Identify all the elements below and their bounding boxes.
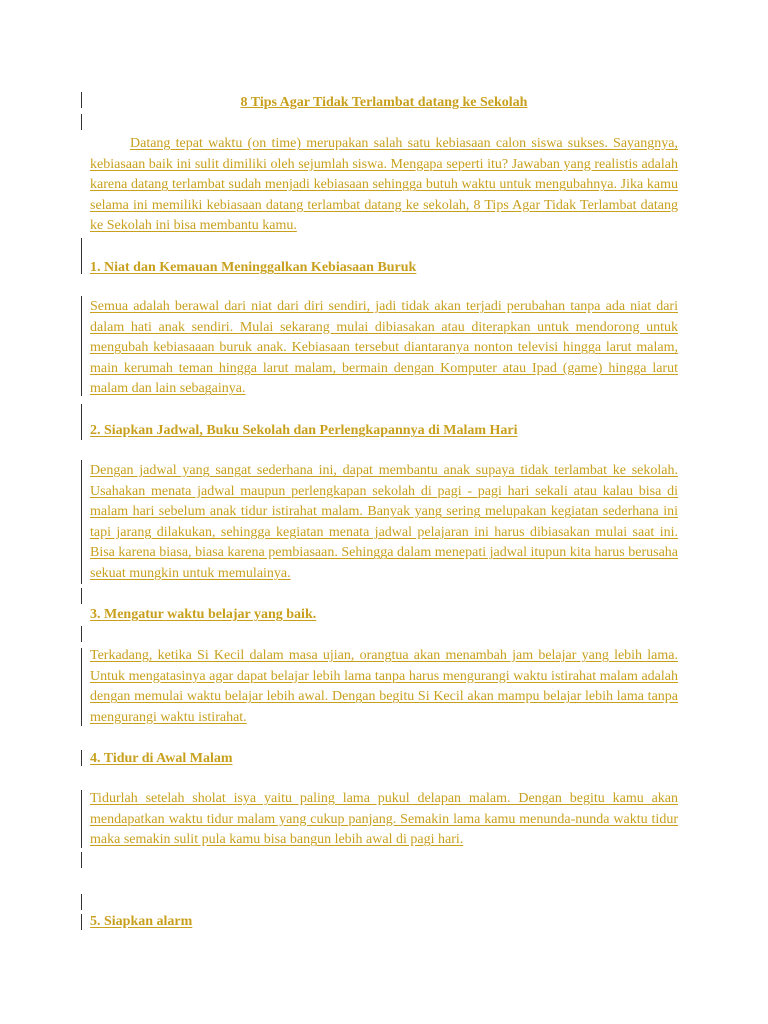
section-heading-5: 5. Siapkan alarm xyxy=(90,914,193,929)
change-bar xyxy=(81,92,82,108)
change-bar xyxy=(81,648,82,726)
change-bar xyxy=(81,750,82,766)
section-heading-1: 1. Niat dan Kemauan Meninggalkan Kebiasaan Buruk xyxy=(90,260,417,275)
section-heading-4: 4. Tidur di Awal Malam xyxy=(90,751,233,766)
document-title: 8 Tips Agar Tidak Terlambat datang ke Sekolah xyxy=(240,95,528,110)
change-bar xyxy=(81,914,82,930)
section-body-1: Semua adalah berawal dari niat dari diri sendiri, jadi tidak akan terjadi perubahan tanpa ada niat dari dalam hati anak sendiri. Mulai sekarang mulai dibiasakan atau diterapkan untuk mendorong untuk mengubah kebiasaaan buruk anak. Kebiasaan tersebut diantaranya nonton televisi hingga larut malam, main kerumah teman hingga larut malam, bermain dengan Komputer atau Ipad (game) hingga larut malam dan lain sebagainya. xyxy=(90,299,678,397)
change-bar xyxy=(81,296,82,396)
section-body-4: Tidurlah setelah sholat isya yaitu paling lama pukul delapan malam. Dengan begitu kamu akan mendapatkan waktu tidur malam yang cukup panjang. Semakin lama kamu menunda-nunda waktu tidur maka semakin sulit pula kamu bisa bangun lebih awal di pagi hari. xyxy=(90,791,678,848)
section-heading-2: 2. Siapkan Jadwal, Buku Sekolah dan Perlengkapannya di Malam Hari xyxy=(90,423,518,438)
change-bar xyxy=(81,238,82,274)
intro-paragraph: Datang tepat waktu (on time) merupakan salah satu kebiasaan calon siswa sukses. Sayangnya, kebiasaan baik ini sulit dimiliki oleh sejumlah siswa. Mengapa seperti itu? Jawaban yang realistis adalah karena datang terlambat sudah menjadi kebiasaan sehingga butuh waktu untuk mengubahnya. Jika kamu selama ini memiliki kebiasaan datang terlambat datang ke sekolah, 8 Tips Agar Tidak Terlambat datang ke Sekolah ini bisa membantu kamu. xyxy=(90,136,678,234)
section-heading-3: 3. Mengatur waktu belajar yang baik. xyxy=(90,607,317,622)
change-bar xyxy=(81,404,82,440)
change-bar xyxy=(81,790,82,848)
change-bar xyxy=(81,626,82,642)
section-body-2: Dengan jadwal yang sangat sederhana ini, dapat membantu anak supaya tidak terlambat ke sekolah. Usahakan menata jadwal maupun perlengkapan sekolah di pagi - pagi hari sekali atau kalau bisa di malam hari sebelum anak tidur istirahat malam. Banyak yang sering melupakan kegiatan sederhana ini tapi jarang dilakukan, sehingga kegiatan menata jadwal pelajaran ini harus dibiasakan mulai saat ini. Bisa karena biasa, biasa karena pembiasaan. Sehingga dalam menepati jadwal itupun kita harus berusaha sekuat mungkin untuk memulainya. xyxy=(90,463,678,581)
change-bar xyxy=(81,460,82,584)
section-body-3: Terkadang, ketika Si Kecil dalam masa ujian, orangtua akan menambah jam belajar yang lebih lama. Untuk mengatasinya agar dapat belajar lebih lama tanpa harus mengurangi waktu istirahat malam adalah dengan memulai waktu belajar lebih awal. Dengan begitu Si Kecil akan mampu belajar lebih lama tanpa mengurangi waktu istirahat. xyxy=(90,648,678,725)
change-bar xyxy=(81,114,82,130)
change-bar xyxy=(81,852,82,868)
change-bar xyxy=(81,894,82,910)
change-bar xyxy=(81,588,82,604)
